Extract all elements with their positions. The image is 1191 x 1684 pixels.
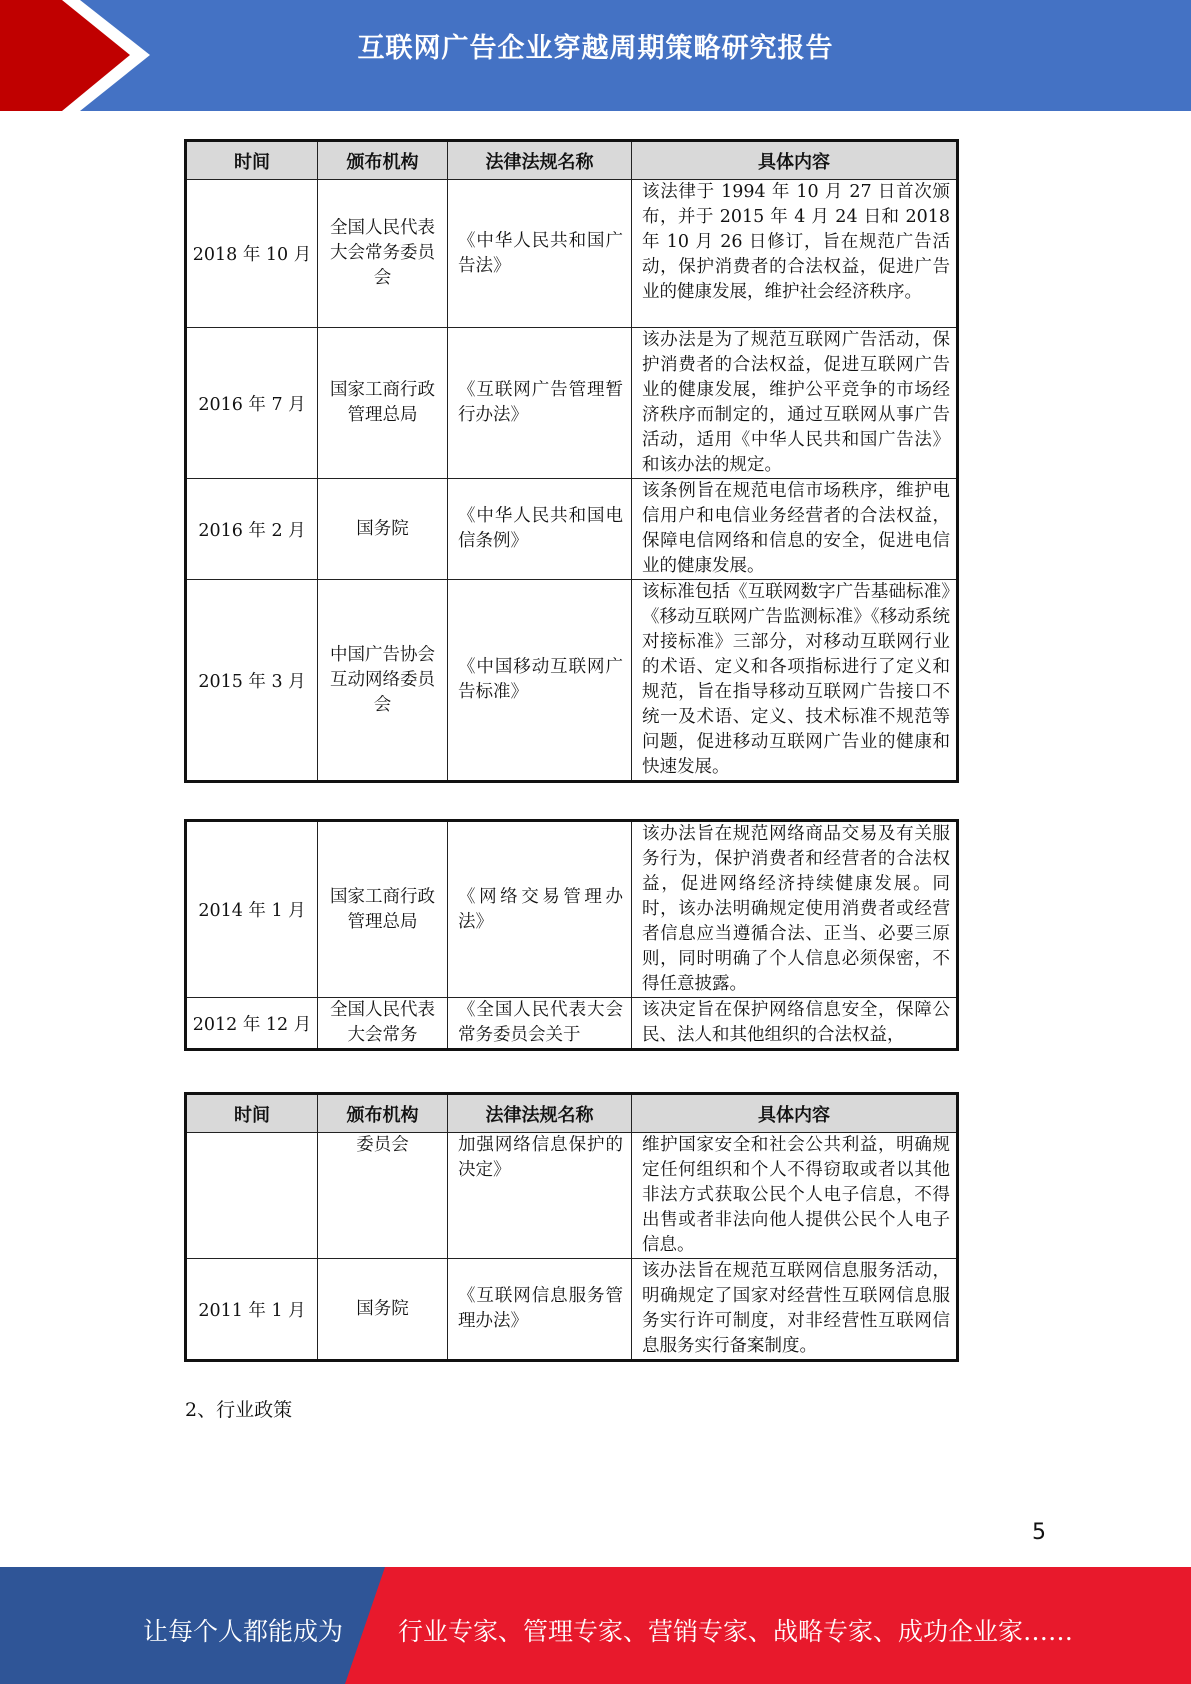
row-desc: 该办法是为了规范互联网广告活动，保护消费者的合法权益，促进互联网广告业的健康发展，维护公平竞争的市场经济秩序而制定的，通过互联网从事广告活动，适用《中华人民共和国广告法》和该办法的规定。: [632, 328, 958, 479]
table-row: [186, 580, 958, 782]
row-law: 《中华人民共和国电信条例》: [448, 479, 632, 580]
row-org: 国家工商行政管理总局: [318, 821, 448, 998]
row-law: 《互联网信息服务管理办法》: [448, 1259, 632, 1361]
row-time: 2014 年 1 月: [186, 821, 318, 998]
row-org: 国务院: [318, 479, 448, 580]
row-desc: 该标准包括《互联网数字广告基础标准》《移动互联网广告监测标准》《移动系统对接标准》三部分，对移动互联网行业的术语、定义和各项指标进行了定义和规范，旨在指导移动互联网广告接口不统一及术语、定义、技术标准不规范等问题，促进移动互联网广告业的健康和快速发展。: [632, 580, 958, 782]
table-row: [186, 821, 958, 998]
row-time: 2018 年 10 月: [186, 180, 318, 328]
row-law: 《全国人民代表大会常务委员会关于: [448, 998, 632, 1050]
table-row: [186, 1133, 958, 1259]
regulations-table-1: [184, 139, 959, 783]
row-law: 《中国移动互联网广告标准》: [448, 580, 632, 782]
header-org: 颁布机构: [318, 141, 448, 180]
row-desc: 该条例旨在规范电信市场秩序，维护电信用户和电信业务经营者的合法权益，保障电信网络和信息的安全，促进电信业的健康发展。: [632, 479, 958, 580]
row-org: 国家工商行政管理总局: [318, 328, 448, 479]
row-law: 加强网络信息保护的决定》: [448, 1133, 632, 1259]
section-heading: 2、行业政策: [185, 1399, 293, 1421]
row-law: 《互联网广告管理暂行办法》: [448, 328, 632, 479]
table-header-row: [186, 141, 958, 180]
header-desc: 具体内容: [632, 1094, 958, 1133]
row-desc: 该办法旨在规范网络商品交易及有关服务行为，保护消费者和经营者的合法权益，促进网络经济持续健康发展。同时，该办法明确规定使用消费者或经营者信息应当遵循合法、正当、必要三原则，同时明确了个人信息必须保密，不得任意披露。: [632, 821, 958, 998]
page-header: [0, 0, 1191, 111]
table-row: [186, 180, 958, 328]
row-law: 《中华人民共和国广告法》: [448, 180, 632, 328]
table-row: [186, 479, 958, 580]
header-desc: 具体内容: [632, 141, 958, 180]
row-time: 2016 年 7 月: [186, 328, 318, 479]
header-time: 时间: [186, 141, 318, 180]
row-time: 2016 年 2 月: [186, 479, 318, 580]
regulations-table-3: [184, 1092, 959, 1362]
header-law: 法律法规名称: [448, 1094, 632, 1133]
row-desc: 该办法旨在规范互联网信息服务活动，明确规定了国家对经营性互联网信息服务实行许可制度，对非经营性互联网信息服务实行备案制度。: [632, 1259, 958, 1361]
row-org: 委员会: [318, 1133, 448, 1259]
row-time: 2012 年 12 月: [186, 998, 318, 1050]
regulations-table-2: [184, 819, 959, 1051]
table-row: [186, 328, 958, 479]
page-number: 5: [1032, 1520, 1046, 1545]
row-org: 国务院: [318, 1259, 448, 1361]
footer-slogan-left: 让每个人都能成为: [143, 1617, 344, 1646]
table-header-row: [186, 1094, 958, 1133]
header-law: 法律法规名称: [448, 141, 632, 180]
table-row: [186, 1259, 958, 1361]
row-time: [186, 1133, 318, 1259]
row-org: 全国人民代表大会常务委员会: [318, 180, 448, 328]
row-law: 《网络交易管理办法》: [448, 821, 632, 998]
row-org: 全国人民代表大会常务: [318, 998, 448, 1050]
row-desc: 该决定旨在保护网络信息安全，保障公民、法人和其他组织的合法权益，: [632, 998, 958, 1050]
report-title: 互联网广告企业穿越周期策略研究报告: [357, 33, 834, 64]
row-org: 中国广告协会互动网络委员会: [318, 580, 448, 782]
row-desc: 维护国家安全和社会公共利益，明确规定任何组织和个人不得窃取或者以其他非法方式获取公民个人电子信息，不得出售或者非法向他人提供公民个人电子信息。: [632, 1133, 958, 1259]
footer-slogan-right: 行业专家、管理专家、营销专家、战略专家、成功企业家……: [398, 1617, 1074, 1646]
header-org: 颁布机构: [318, 1094, 448, 1133]
header-time: 时间: [186, 1094, 318, 1133]
table-row: [186, 998, 958, 1050]
row-desc: 该法律于 1994 年 10 月 27 日首次颁布，并于 2015 年 4 月 24 日和 2018 年 10 月 26 日修订，旨在规范广告活动，保护消费者的合法权益，促进广告业的健康发展，维护社会经济秩序。: [632, 180, 958, 328]
row-time: 2015 年 3 月: [186, 580, 318, 782]
row-time: 2011 年 1 月: [186, 1259, 318, 1361]
